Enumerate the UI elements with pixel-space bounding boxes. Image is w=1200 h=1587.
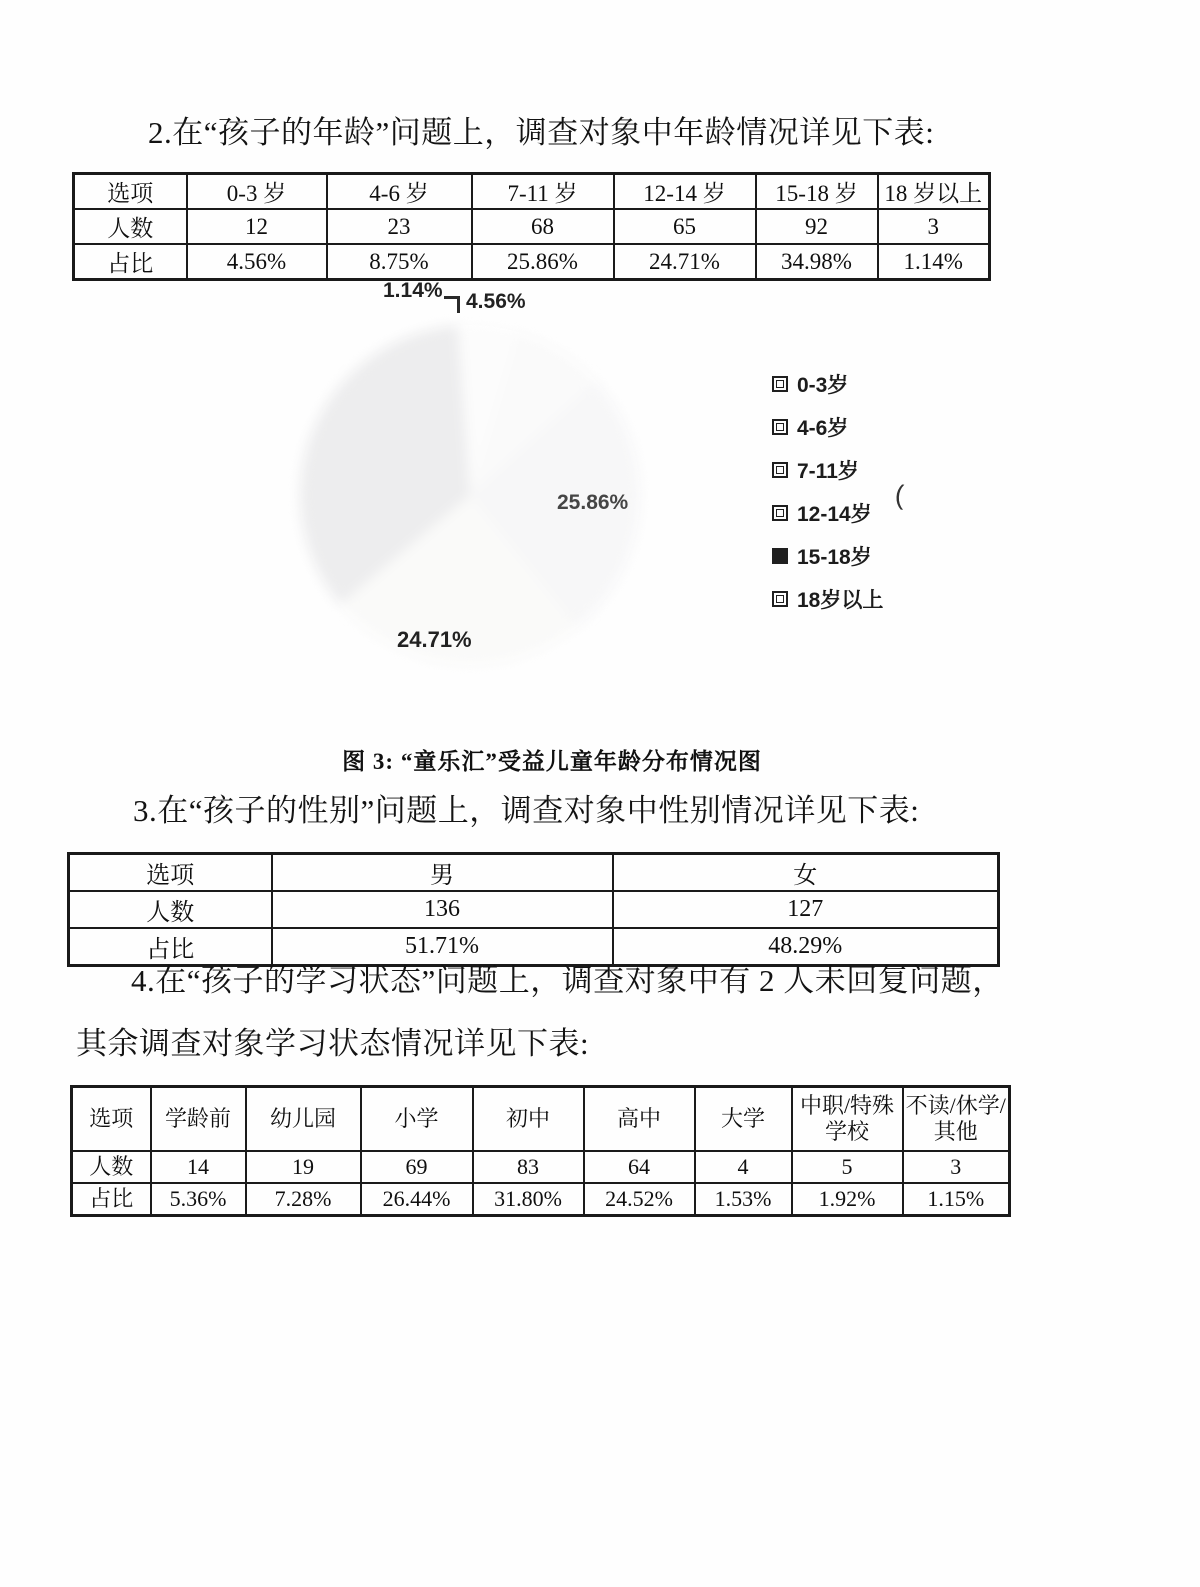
pie-label-1-14: 1.14% [383, 279, 443, 302]
gender-pct: 51.71% [272, 928, 613, 966]
study-pct: 31.80% [473, 1183, 584, 1216]
age-col-header: 15-18 岁 [756, 174, 878, 210]
study-count: 5 [792, 1151, 903, 1183]
row-label: 占比 [74, 244, 187, 280]
legend-item [772, 372, 883, 395]
legend-item [772, 501, 883, 524]
age-table [72, 172, 991, 281]
age-col-header: 12-14 岁 [614, 174, 756, 210]
study-pct: 1.92% [792, 1183, 903, 1216]
legend-item [772, 544, 883, 567]
legend-swatch-icon [772, 462, 788, 478]
figure-caption: 图 3: “童乐汇”受益儿童年龄分布情况图 [342, 749, 762, 774]
legend-swatch-icon [772, 376, 788, 392]
legend-item [772, 415, 883, 438]
gender-count: 127 [613, 891, 999, 928]
study-col-header: 初中 [473, 1087, 584, 1152]
legend-swatch-icon [772, 419, 788, 435]
legend-label: 18岁以上 [797, 588, 884, 612]
pie-label-24-71: 24.71% [397, 627, 472, 652]
legend-swatch-icon [772, 591, 788, 607]
age-pct: 25.86% [472, 244, 614, 280]
age-pct: 1.14% [878, 244, 990, 280]
study-count: 3 [903, 1151, 1010, 1183]
study-pct: 26.44% [361, 1183, 473, 1216]
legend-label: 0-3岁 [797, 373, 849, 397]
pie-label-25-86: 25.86% [557, 491, 629, 514]
study-col-header: 大学 [695, 1087, 792, 1152]
section3-heading: 3.在“孩子的性别”问题上，调查对象中性别情况详见下表: [133, 793, 920, 828]
study-col-header: 中职/特殊学校 [792, 1087, 903, 1152]
section4-heading-line2: 其余调查对象学习状态情况详见下表: [76, 1026, 590, 1061]
study-count: 14 [151, 1151, 246, 1183]
legend-label: 4-6岁 [797, 416, 849, 440]
study-pct: 1.15% [903, 1183, 1010, 1216]
row-label: 人数 [69, 891, 272, 928]
table-row [69, 891, 999, 928]
study-col-header: 小学 [361, 1087, 473, 1152]
age-count: 23 [327, 209, 472, 244]
table-row [72, 1183, 1010, 1216]
age-col-header: 18 岁以上 [878, 174, 990, 210]
age-col-header: 0-3 岁 [187, 174, 327, 210]
legend-swatch-icon [772, 505, 788, 521]
table-row [74, 209, 990, 244]
study-pct: 1.53% [695, 1183, 792, 1216]
callout-elbow-icon [444, 296, 460, 313]
age-count: 92 [756, 209, 878, 244]
age-pct: 4.56% [187, 244, 327, 280]
age-pct: 24.71% [614, 244, 756, 280]
study-col-header: 幼儿园 [246, 1087, 361, 1152]
section2-heading: 2.在“孩子的年龄”问题上，调查对象中年龄情况详见下表: [148, 115, 935, 150]
study-count: 83 [473, 1151, 584, 1183]
legend-item [772, 458, 883, 481]
study-col-header: 不读/休学/其他 [903, 1087, 1010, 1152]
table-row [69, 854, 999, 892]
pie-legend [772, 372, 883, 630]
study-pct: 5.36% [151, 1183, 246, 1216]
study-col-header: 学龄前 [151, 1087, 246, 1152]
legend-label: 7-11岁 [797, 459, 859, 483]
legend-swatch-icon [772, 548, 788, 564]
study-count: 69 [361, 1151, 473, 1183]
study-status-table [70, 1085, 1011, 1217]
study-pct: 24.52% [584, 1183, 695, 1216]
age-table-corner: 选项 [74, 174, 187, 210]
gender-table [67, 852, 1000, 967]
study-count: 64 [584, 1151, 695, 1183]
row-label: 人数 [72, 1151, 151, 1183]
age-count: 68 [472, 209, 614, 244]
table-row [74, 174, 990, 210]
scan-artifact-mark: ( [894, 479, 905, 511]
age-count: 12 [187, 209, 327, 244]
gender-table-corner: 选项 [69, 854, 272, 892]
table-row [72, 1151, 1010, 1183]
study-pct: 7.28% [246, 1183, 361, 1216]
age-pct: 8.75% [327, 244, 472, 280]
age-col-header: 7-11 岁 [472, 174, 614, 210]
gender-col-header: 女 [613, 854, 999, 892]
age-count: 3 [878, 209, 990, 244]
age-col-header: 4-6 岁 [327, 174, 472, 210]
gender-col-header: 男 [272, 854, 613, 892]
gender-count: 136 [272, 891, 613, 928]
table-row [74, 244, 990, 280]
section4-heading-line1: 4.在“孩子的学习状态”问题上，调查对象中有 2 人未回复问题， [131, 963, 1004, 998]
age-count: 65 [614, 209, 756, 244]
legend-label: 15-18岁 [797, 545, 872, 569]
gender-pct: 48.29% [613, 928, 999, 966]
study-count: 4 [695, 1151, 792, 1183]
study-col-header: 高中 [584, 1087, 695, 1152]
row-label: 人数 [74, 209, 187, 244]
age-pct: 34.98% [756, 244, 878, 280]
row-label: 占比 [69, 928, 272, 966]
table-row [69, 928, 999, 966]
study-count: 19 [246, 1151, 361, 1183]
legend-item [772, 587, 883, 610]
pie-label-4-56: 4.56% [466, 290, 526, 313]
row-label: 占比 [72, 1183, 151, 1216]
legend-label: 12-14岁 [797, 502, 872, 526]
table-row [72, 1087, 1010, 1152]
study-table-corner: 选项 [72, 1087, 151, 1152]
